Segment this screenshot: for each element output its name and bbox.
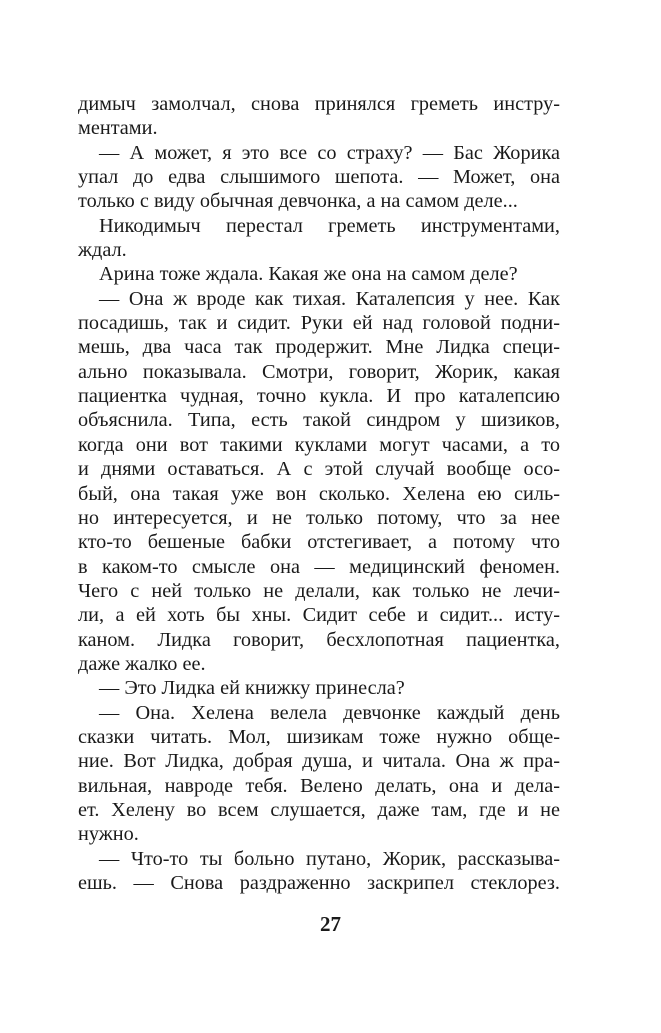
text-line: нужно. bbox=[78, 823, 139, 846]
text-line: вильная, навроде тебя. Велено делать, она и дела- bbox=[78, 774, 560, 797]
text-line: Арина тоже ждала. Какая же она на самом деле? bbox=[99, 263, 518, 286]
text-line: только с виду обычная девчонка, а на самом деле... bbox=[78, 190, 518, 213]
text-line: пациентка чудная, точно кукла. И про каталепсию bbox=[78, 385, 560, 408]
text-line: димыч замолчал, снова принялся греметь инстру- bbox=[78, 93, 560, 115]
text-line: упал до едва слышимого шепота. — Может, она bbox=[78, 166, 560, 189]
text-line: ет. Хелену во всем слушается, даже там, где и не bbox=[78, 798, 560, 821]
text-line: Чего с ней только не делали, как только не лечи- bbox=[78, 579, 560, 602]
text-line: — Она. Хелена велела девчонке каждый день bbox=[99, 701, 560, 724]
text-line: в каком-то смысле она — медицинский феномен. bbox=[78, 555, 560, 578]
text-line: когда они вот такими куклами могут часами, а то bbox=[78, 433, 560, 456]
text-line: — Она ж вроде как тихая. Каталепсия у нее. Как bbox=[99, 287, 560, 310]
text-line: — Это Лидка ей книжку принесла? bbox=[99, 677, 405, 700]
text-line: ально показывала. Смотри, говорит, Жорик, какая bbox=[78, 360, 560, 383]
text-line: — Что-то ты больно путано, Жорик, рассказыва- bbox=[99, 847, 560, 870]
page-number: 27 bbox=[320, 912, 341, 936]
text-line: — А может, я это все со страху? — Бас Жорика bbox=[99, 141, 560, 164]
text-line: и днями оставаться. А с этой случай вообще осо- bbox=[78, 458, 560, 481]
text-line: но интересуется, и не только потому, что за нее bbox=[78, 506, 560, 529]
text-line: каном. Лидка говорит, бесхлопотная пациентка, bbox=[78, 628, 560, 651]
text-line: объяснила. Типа, есть такой синдром у шизиков, bbox=[78, 409, 560, 432]
text-line: сказки читать. Мол, шизикам тоже нужно обще- bbox=[78, 725, 560, 748]
text-line: даже жалко ее. bbox=[78, 652, 206, 675]
text-line: Никодимыч перестал греметь инструментами, bbox=[99, 214, 560, 237]
text-line: ждал. bbox=[78, 239, 127, 262]
text-line: посадишь, так и сидит. Руки ей над головой подни- bbox=[78, 312, 560, 335]
text-line: ли, а ей хоть бы хны. Сидит себе и сидит... исту- bbox=[78, 604, 560, 627]
text-line: ментами. bbox=[78, 117, 158, 140]
text-line: мешь, два часа так продержит. Мне Лидка специ- bbox=[78, 336, 560, 359]
text-line: кто-то бешеные бабки отстегивает, а потому что bbox=[78, 531, 560, 554]
text-line: бый, она такая уже вон сколько. Хелена ею силь- bbox=[78, 482, 560, 505]
text-line: ешь. — Снова раздраженно заскрипел стеклорез. bbox=[78, 872, 560, 894]
body-text bbox=[78, 92, 560, 895]
text-line: ние. Вот Лидка, добрая душа, и читала. Она ж пра- bbox=[78, 750, 560, 773]
